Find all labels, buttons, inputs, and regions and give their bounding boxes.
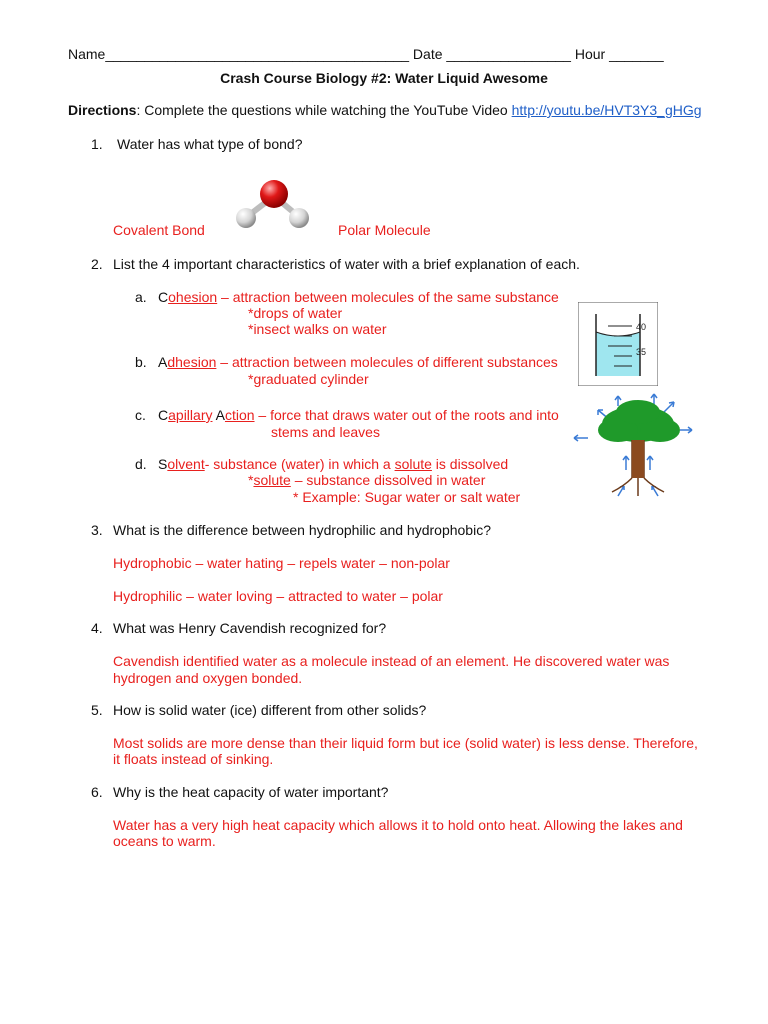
q2-number: 2. [91, 256, 103, 272]
q1-number: 1. [91, 136, 103, 152]
q5-answer-line-1: Most solids are more dense than their liquid form but ice (solid water) is less dense. Therefore, [113, 735, 698, 751]
q5-question: How is solid water (ice) different from other solids? [113, 702, 427, 718]
solvent-def-pre: - substance (water) in which a [204, 456, 395, 472]
q1-answer-polar: Polar Molecule [338, 222, 431, 238]
solute-example-line [248, 472, 485, 489]
q2c-marker: c. [135, 407, 146, 423]
solvent-example: * Example: Sugar water or salt water [293, 489, 521, 505]
q1-question: Water has what type of bond? [117, 136, 303, 152]
tree-capillary-image [568, 390, 698, 506]
capillary-definition: – force that draws water out of the roots and into [254, 407, 559, 423]
page-title: Crash Course Biology #2: Water Liquid Awesome [220, 70, 548, 86]
q3-number: 3. [91, 522, 103, 538]
cohesion-term: ohesion [168, 289, 218, 305]
solute-definition: – substance dissolved in water [290, 472, 486, 488]
name-line[interactable] [68, 46, 664, 63]
date-label: Date [412, 46, 443, 62]
hour-blank[interactable]: _______ [609, 46, 664, 62]
capillary-term: apillary [168, 407, 213, 423]
capillary-initial: C [158, 407, 169, 423]
q2d-marker: d. [135, 456, 147, 472]
q2-question: List the 4 important characteristics of water with a brief explanation of each. [113, 256, 580, 272]
q4-number: 4. [91, 620, 103, 636]
q3-answer-hydrophilic: Hydrophilic – water loving – attracted to water – polar [113, 588, 443, 604]
solute-star: * [248, 472, 254, 488]
cohesion-example-2: *insect walks on water [248, 321, 387, 337]
solvent-term: olvent [167, 456, 205, 472]
solvent-def-post: is dissolved [431, 456, 509, 472]
name-label: Name [68, 46, 106, 62]
water-molecule-image [222, 168, 342, 238]
q4-answer-line-1: Cavendish identified water as a molecule instead of an element. He discovered water was [113, 653, 670, 669]
cylinder-label-top: 40 [636, 322, 647, 332]
hour-label: Hour [574, 46, 606, 62]
directions-text: : Complete the questions while watching the YouTube Video [136, 102, 512, 118]
q2c-line [158, 407, 559, 424]
q6-number: 6. [91, 784, 103, 800]
solute-term-2: solute [253, 472, 291, 488]
solute-term: solute [394, 456, 432, 472]
cohesion-definition: – attraction between molecules of the same substance [217, 289, 559, 305]
q2d-line [158, 456, 508, 473]
q2a-line [158, 289, 559, 306]
adhesion-example-1: *graduated cylinder [248, 371, 369, 387]
q4-question: What was Henry Cavendish recognized for? [113, 620, 387, 636]
solvent-initial: S [158, 456, 168, 472]
q2a-marker: a. [135, 289, 147, 305]
q6-question: Why is the heat capacity of water important? [113, 784, 389, 800]
adhesion-term: dhesion [167, 354, 217, 370]
q5-answer-line-2: it floats instead of sinking. [113, 751, 274, 767]
name-blank[interactable]: _______________________________________ [105, 46, 410, 62]
adhesion-initial: A [158, 354, 168, 370]
cohesion-example-1: *drops of water [248, 305, 343, 321]
youtube-link[interactable]: http://youtu.be/HVT3Y3_gHGg [511, 102, 702, 118]
cylinder-label-bottom: 35 [636, 347, 647, 357]
q6-answer-line-2: oceans to warm. [113, 833, 216, 849]
date-blank[interactable]: ________________ [446, 46, 571, 62]
graduated-cylinder-image [578, 302, 658, 386]
q2b-line [158, 354, 558, 371]
q3-question: What is the difference between hydrophilic and hydrophobic? [113, 522, 491, 538]
cohesion-initial: C [158, 289, 169, 305]
q2b-marker: b. [135, 354, 147, 370]
q1-answer-covalent: Covalent Bond [113, 222, 205, 238]
directions-label: Directions [68, 102, 137, 118]
action-initial: A [212, 407, 225, 423]
capillary-definition-2: stems and leaves [271, 424, 380, 440]
q6-answer-line-1: Water has a very high heat capacity which allows it to hold onto heat. Allowing the lakes and [113, 817, 683, 833]
action-term: ction [224, 407, 255, 423]
q5-number: 5. [91, 702, 103, 718]
adhesion-definition: – attraction between molecules of different substances [216, 354, 558, 370]
q4-answer-line-2: hydrogen and oxygen bonded. [113, 670, 303, 686]
q3-answer-hydrophobic: Hydrophobic – water hating – repels water – non-polar [113, 555, 450, 571]
directions [68, 102, 702, 119]
